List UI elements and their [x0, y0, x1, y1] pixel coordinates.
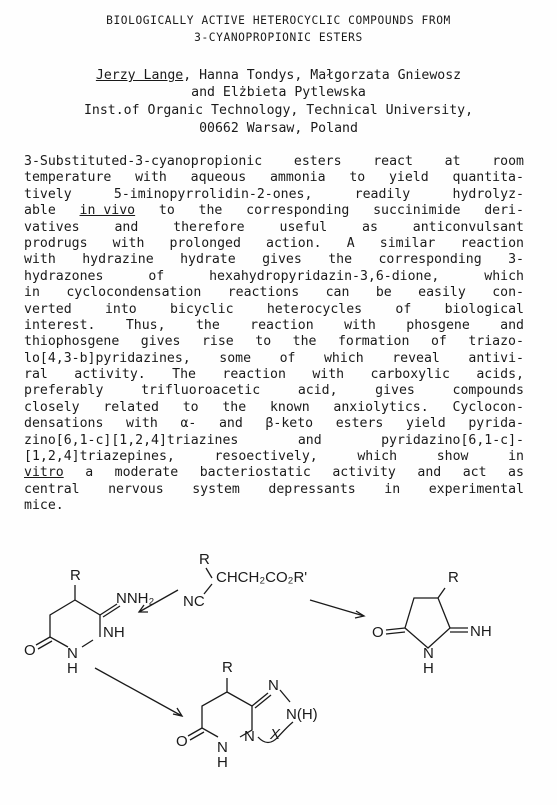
- authors-line-2: and Elżbieta Pytlewska: [191, 85, 366, 100]
- hz-ring-n: N: [67, 645, 78, 662]
- abstract-word: gives: [140, 334, 181, 350]
- abstract-word: the: [292, 334, 317, 350]
- abstract-word: reaction: [250, 317, 314, 333]
- abstract-word: with: [344, 317, 376, 333]
- pyr-ring-h: H: [423, 660, 434, 677]
- abstract-word: the: [198, 203, 223, 219]
- abstract-word: bicyclic: [170, 301, 234, 317]
- abstract-line: [24, 269, 524, 285]
- abstract-word: zino[6,1-c][1,2,4]triazines: [24, 432, 239, 448]
- abstract-word: easily: [418, 285, 466, 301]
- bc-ring-n-top: N: [268, 677, 279, 694]
- abstract-line: [24, 170, 524, 186]
- bc-carbonyl-o: O: [176, 733, 188, 750]
- abstract-word: and: [297, 432, 322, 448]
- abstract-word: therefore: [173, 219, 245, 235]
- abstract-word: trifluoroacetic: [141, 383, 261, 399]
- abstract-word: ral: [24, 367, 48, 383]
- abstract-word: aqueous: [190, 170, 247, 186]
- authors-line-1: [0, 68, 557, 83]
- abstract-line: [24, 203, 524, 219]
- abstract-word: 5-iminopyrrolidin-2-ones,: [113, 186, 313, 202]
- abstract-word: room: [492, 154, 524, 169]
- abstract-word: vitro: [24, 465, 64, 481]
- abstract-word: mice.: [24, 498, 64, 514]
- abstract-word: of: [279, 350, 296, 366]
- abstract-word: with: [112, 235, 145, 251]
- abstract-word: The: [172, 367, 196, 383]
- pyr-carbonyl-bond: [386, 632, 405, 634]
- abstract-word: corresponding: [246, 203, 350, 219]
- abstract-word: [1,2,4]triazepines,: [24, 449, 175, 465]
- abstract-word: which: [323, 350, 364, 366]
- abstract-word: readily: [354, 186, 411, 202]
- hz-ring-h: H: [67, 660, 78, 677]
- abstract-word: acids,: [476, 367, 524, 383]
- abstract-word: prodrugs: [24, 235, 88, 251]
- abstract-word: in: [508, 449, 524, 465]
- abstract-word: hydrate: [180, 252, 236, 268]
- abstract-word: reaction: [460, 235, 524, 251]
- abstract-word: with: [126, 416, 158, 432]
- abstract-word: hydrazine: [82, 252, 154, 268]
- affiliation-line-2: 00662 Warsaw, Poland: [199, 121, 358, 136]
- abstract-word: as: [508, 465, 524, 481]
- abstract-word: to: [158, 203, 175, 219]
- arrow-to-bicycle: [95, 668, 182, 716]
- abstract-word: be: [375, 285, 392, 301]
- abstract-word: 3-Substituted-3-cyanopropionic: [24, 154, 263, 169]
- abstract-word: to: [255, 334, 272, 350]
- bc-ring-h: H: [217, 754, 228, 771]
- abstract-word: prolonged: [169, 235, 241, 251]
- abstract-word: tively: [24, 186, 72, 202]
- abstract-word: with: [24, 252, 56, 268]
- hz-nn-bond: [82, 640, 93, 647]
- abstract-word: Cyclocon-: [452, 399, 524, 415]
- pyr-substituent: R: [448, 569, 459, 586]
- co-authors: , Hanna Tondys, Małgorzata Gniewosz: [183, 68, 462, 83]
- abstract-word: carboxylic: [370, 367, 450, 383]
- sm-bond-cn: [204, 584, 212, 594]
- abstract-word: phosgene: [406, 317, 470, 333]
- abstract-word: which: [484, 268, 524, 284]
- abstract-word: some: [219, 350, 252, 366]
- abstract-line: [24, 318, 524, 334]
- abstract-line: [24, 383, 524, 399]
- abstract-word: to: [349, 170, 366, 186]
- abstract-word: quantita-: [452, 170, 524, 186]
- abstract-word: hydrolyz-: [452, 186, 524, 202]
- abstract-line: [24, 187, 524, 203]
- abstract-word: antivi-: [468, 350, 524, 366]
- abstract-line: [24, 482, 524, 498]
- abstract-word: preferably: [24, 383, 104, 399]
- abstract-word: and: [218, 416, 243, 432]
- paper-title-line-1: BIOLOGICALLY ACTIVE HETEROCYCLIC COMPOUNDS FROM: [106, 14, 451, 27]
- abstract-word: lo[4,3-b]pyridazines,: [24, 350, 191, 366]
- abstract-word: ammonia: [269, 170, 326, 186]
- abstract-word: gives: [375, 383, 415, 399]
- abstract-word: thiophosgene: [24, 334, 120, 350]
- abstract-line: [24, 416, 524, 432]
- abstract-word: A: [346, 235, 355, 251]
- abstract-word: moderate: [114, 465, 179, 481]
- abstract-word: nervous: [108, 481, 164, 497]
- bc-ring-nh: N(H): [286, 706, 318, 723]
- abstract-word: esters: [293, 154, 342, 169]
- abstract-word: the: [222, 399, 247, 415]
- abstract-word: acid,: [297, 383, 338, 399]
- abstract-word: the: [328, 252, 353, 268]
- abstract-word: experimental: [428, 481, 524, 497]
- abstract-word: anxiolytics.: [333, 399, 429, 415]
- abstract-word: which: [357, 449, 398, 465]
- bc-substituent: R: [222, 659, 233, 676]
- abstract-word: the: [195, 317, 220, 333]
- abstract-word: reveal: [392, 350, 440, 366]
- hz-substituent: R: [70, 567, 81, 584]
- abstract-word: hydrazones: [24, 268, 104, 284]
- abstract-word: to: [182, 399, 199, 415]
- abstract-word: verted: [24, 301, 72, 317]
- abstract-word: closely: [24, 399, 80, 415]
- abstract-line: [24, 449, 524, 465]
- abstract-line: [24, 400, 524, 416]
- abstract-word: reactions: [227, 285, 300, 301]
- abstract-word: pyrida-: [468, 416, 524, 432]
- abstract-word: of: [395, 301, 412, 317]
- abstract-word: yield: [388, 170, 429, 186]
- hz-carbonyl-o: O: [24, 642, 36, 659]
- abstract: [24, 154, 524, 515]
- reaction-scheme: [0, 545, 557, 805]
- abstract-word: similar: [379, 235, 436, 251]
- abstract-word: rise: [201, 334, 234, 350]
- abstract-word: corresponding: [378, 252, 482, 268]
- abstract-word: known: [269, 399, 310, 415]
- abstract-word: and: [417, 465, 442, 481]
- abstract-word: able: [24, 203, 56, 219]
- abstract-word: system: [192, 481, 240, 497]
- abstract-word: temperature: [24, 170, 112, 186]
- abstract-word: at: [444, 154, 461, 169]
- abstract-word: β-keto: [265, 416, 314, 432]
- abstract-word: act: [462, 465, 487, 481]
- affiliation-line-1: Inst.of Organic Technology, Technical University,: [83, 103, 474, 118]
- abstract-word: of: [430, 334, 447, 350]
- abstract-word: activity: [332, 465, 396, 481]
- abstract-word: vatives: [24, 219, 80, 235]
- abstract-word: con-: [492, 285, 524, 301]
- abstract-line: [24, 498, 524, 514]
- abstract-word: react: [373, 154, 413, 169]
- abstract-word: and: [114, 219, 139, 235]
- abstract-line: [24, 351, 524, 367]
- pyr-ring: [405, 588, 450, 648]
- abstract-line: [24, 236, 524, 252]
- bc-ring-bond: [280, 690, 290, 702]
- abstract-word: central: [24, 481, 80, 497]
- abstract-word: resoectively,: [214, 449, 318, 465]
- hz-hydrazone-group: NNH₂: [116, 590, 155, 607]
- abstract-word: show: [436, 449, 469, 465]
- abstract-word: in: [384, 481, 401, 497]
- abstract-line: [24, 334, 524, 350]
- abstract-word: cyclocondensation: [66, 285, 202, 301]
- abstract-line: [24, 252, 524, 268]
- abstract-word: anticonvulsant: [412, 219, 524, 235]
- abstract-word: gives: [262, 252, 302, 268]
- arrow-to-pyrrolidinone: [310, 600, 364, 616]
- abstract-word: into: [104, 301, 137, 317]
- abstract-word: activity.: [74, 367, 146, 383]
- pyr-carbonyl-bond: [386, 628, 405, 630]
- abstract-word: can: [325, 285, 350, 301]
- abstract-word: α-: [180, 416, 197, 432]
- abstract-word: hexahydropyridazin-3,6-dione,: [209, 268, 440, 284]
- abstract-word: related: [103, 399, 159, 415]
- hz-ring-bond: [50, 600, 75, 647]
- abstract-word: useful: [279, 219, 328, 235]
- abstract-word: compounds: [452, 383, 524, 399]
- abstract-line: [24, 367, 524, 383]
- abstract-line: [24, 302, 524, 318]
- abstract-word: pyridazino[6,1-c]-: [381, 432, 524, 448]
- hz-ring-nh: NH: [103, 624, 125, 641]
- abstract-word: and: [500, 317, 524, 333]
- abstract-word: interest.: [24, 317, 96, 333]
- bc-ring-bond: [202, 678, 227, 737]
- paper-title-line-2: 3-CYANOPROPIONIC ESTERS: [194, 31, 363, 44]
- sm-bond: [206, 568, 212, 578]
- abstract-word: a: [85, 465, 94, 481]
- abstract-line: [24, 433, 524, 449]
- abstract-word: yield: [406, 416, 446, 432]
- pyr-carbonyl-o: O: [372, 624, 384, 641]
- abstract-line: [24, 220, 524, 236]
- abstract-word: as: [362, 219, 378, 235]
- abstract-word: deri-: [484, 203, 524, 219]
- abstract-word: action.: [266, 235, 322, 251]
- abstract-word: biological: [444, 301, 524, 317]
- abstract-word: with: [135, 170, 167, 186]
- bc-linker: X: [270, 726, 281, 743]
- abstract-word: Thus,: [125, 317, 166, 333]
- abstract-word: depressants: [268, 481, 356, 497]
- pyr-ring-n: N: [423, 645, 434, 662]
- bc-ring-n-left: N: [217, 739, 228, 756]
- abstract-word: esters: [335, 416, 384, 432]
- abstract-line: [24, 285, 524, 301]
- abstract-word: triazo-: [468, 334, 524, 350]
- hz-ring-bond: [75, 585, 100, 637]
- abstract-word: reaction: [222, 367, 286, 383]
- abstract-word: bacteriostatic: [199, 465, 311, 481]
- sm-chain: CHCH₂CO₂R': [216, 569, 308, 586]
- abstract-word: formation: [337, 334, 410, 350]
- abstract-word: densations: [24, 416, 104, 432]
- abstract-word: heterocycles: [266, 301, 363, 317]
- pyr-imino: NH: [470, 623, 492, 640]
- abstract-word: in: [24, 285, 40, 301]
- abstract-word: of: [148, 268, 165, 284]
- abstract-word: in vivo: [79, 203, 136, 219]
- abstract-word: succinimide: [373, 203, 461, 219]
- abstract-word: 3-: [508, 252, 524, 268]
- abstract-line: [24, 465, 524, 481]
- abstract-line: [24, 154, 524, 170]
- bc-ring-n-bottom: N: [244, 728, 255, 745]
- abstract-word: with: [312, 367, 345, 383]
- presenting-author: Jerzy Lange: [95, 68, 184, 83]
- sm-substituent: R: [199, 551, 210, 568]
- sm-nitrile: NC: [183, 593, 205, 610]
